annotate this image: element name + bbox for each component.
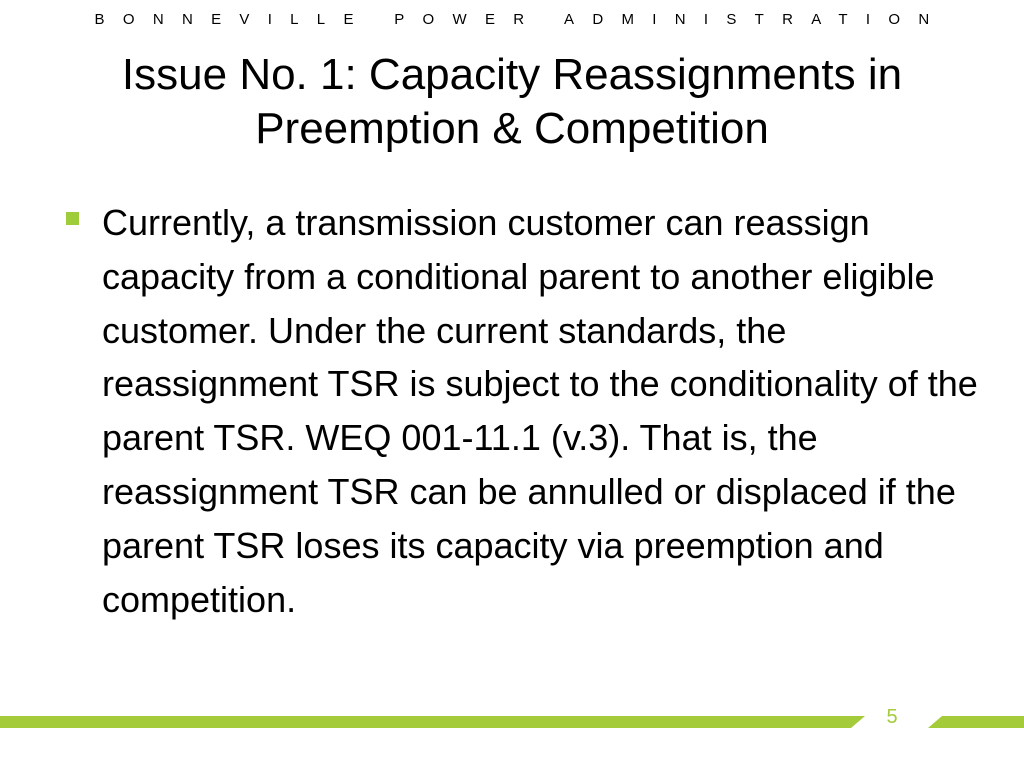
footer-bar-right bbox=[928, 716, 1024, 728]
page-number: 5 bbox=[886, 706, 898, 728]
bullet-text: Currently, a transmission customer can reassign capacity from a conditional parent to another eligible customer. Under the current standards, the reassignment TSR is subject to the conditionality of the parent TSR. WEQ 001-11.1 (v.3). That is, the reassignment TSR can be annulled or displaced if the parent TSR loses its capacity via preemption and competition. bbox=[102, 202, 978, 620]
square-bullet-icon bbox=[66, 212, 79, 225]
bullet-item bbox=[62, 196, 982, 626]
slide-body bbox=[62, 196, 982, 626]
slide-title bbox=[30, 48, 994, 156]
title-line-1: Issue No. 1: Capacity Reassignments in bbox=[121, 50, 903, 99]
organization-header: BONNEVILLE POWER ADMINISTRATION bbox=[94, 11, 948, 28]
title-line-2: Preemption & Competition bbox=[255, 104, 769, 153]
footer-bar-left bbox=[0, 716, 865, 728]
